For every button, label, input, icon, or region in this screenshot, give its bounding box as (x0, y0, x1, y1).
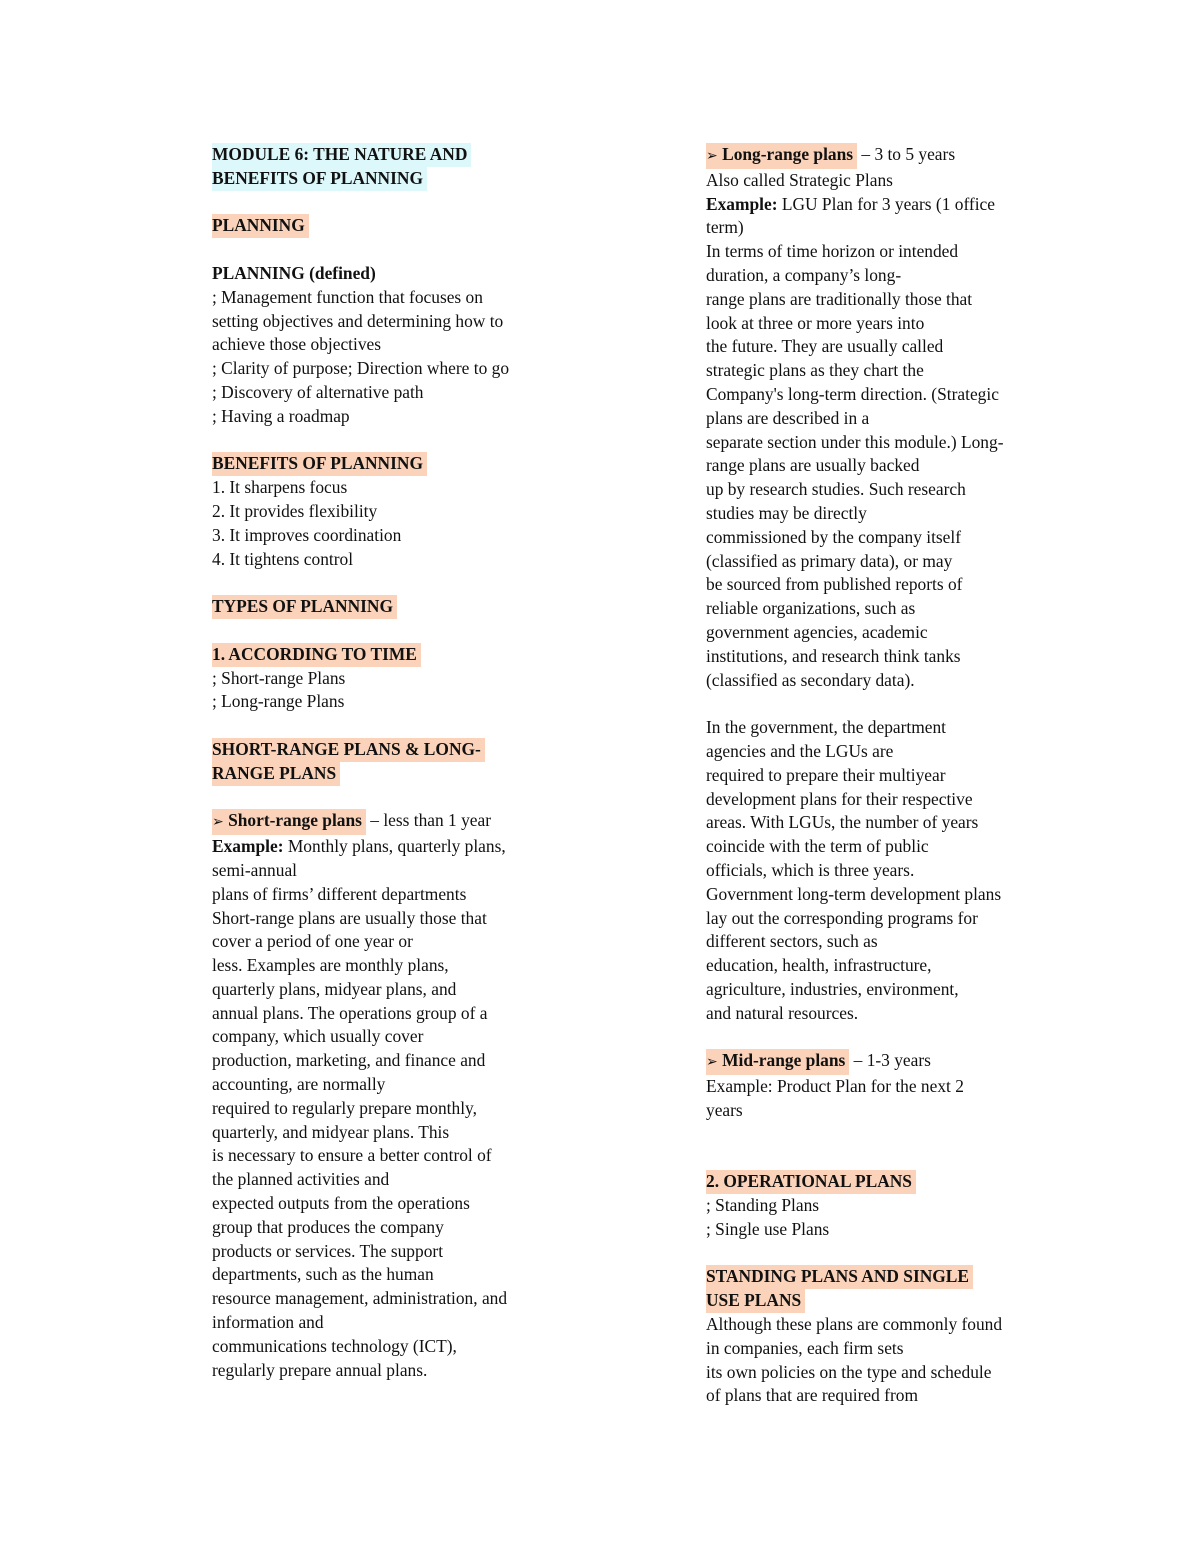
body-line: required to prepare their multiyear (706, 764, 946, 785)
body-line: institutions, and research think tanks (706, 645, 961, 666)
body-line: annual plans. The operations group of a (212, 1002, 488, 1023)
standing-heading-line-1: STANDING PLANS AND SINGLE (706, 1265, 973, 1289)
body-line: cover a period of one year or (212, 931, 413, 952)
operational-list (706, 1194, 1078, 1242)
planning-defined-line: setting objectives and determining how to (212, 310, 504, 331)
mid-range-label: Mid-range plans (722, 1050, 846, 1071)
body-line: commissioned by the company itself (706, 526, 962, 547)
planning-defined-line: achieve those objectives (212, 334, 382, 355)
body-line: development plans for their respective (706, 788, 973, 809)
example-label: Example: (212, 836, 284, 857)
operational-heading: 2. OPERATIONAL PLANS (706, 1170, 916, 1194)
body-line: lay out the corresponding programs for (706, 907, 978, 928)
body-line: years (706, 1099, 743, 1120)
short-range-duration: – less than 1 year (365, 810, 492, 831)
body-line: communications technology (ICT), (212, 1335, 457, 1356)
body-line: Short-range plans are usually those that (212, 907, 487, 928)
body-line: look at three or more years into (706, 312, 925, 333)
arrow-bullet-icon: ➢ (706, 1054, 718, 1071)
planning-defined-line: ; Management function that focuses on (212, 286, 483, 307)
benefit-item: 4. It tightens control (212, 548, 354, 569)
body-line: Government long-term development plans (706, 883, 1002, 904)
according-time-item: ; Long-range Plans (212, 691, 345, 712)
operational-item: ; Single use Plans (706, 1218, 830, 1239)
body-line: officials, which is three years. (706, 859, 915, 880)
according-time-list (212, 667, 584, 715)
long-range-title (706, 143, 1078, 169)
body-line: resource management, administration, and (212, 1288, 508, 1309)
standing-heading-line-2: USE PLANS (706, 1289, 805, 1313)
body-line: (classified as secondary data). (706, 669, 915, 690)
body-line: required to regularly prepare monthly, (212, 1097, 477, 1118)
standing-heading (706, 1265, 1078, 1313)
body-line: regularly prepare annual plans. (212, 1359, 428, 1380)
planning-defined-line: ; Discovery of alternative path (212, 381, 424, 402)
short-long-heading-line-2: RANGE PLANS (212, 762, 340, 786)
short-range-label: Short-range plans (228, 810, 362, 831)
planning-defined-line: ; Clarity of purpose; Direction where to go (212, 358, 510, 379)
government-paragraph (706, 716, 1078, 1025)
long-range-also: Also called Strategic Plans (706, 169, 893, 190)
body-line: is necessary to ensure a better control of (212, 1145, 492, 1166)
planning-heading: PLANNING (212, 214, 309, 238)
planning-defined-list (212, 286, 584, 429)
body-line: studies may be directly (706, 502, 867, 523)
module-title-line-2: BENEFITS OF PLANNING (212, 167, 427, 191)
mid-range-title (706, 1049, 1078, 1075)
planning-defined-heading: PLANNING (defined) (212, 262, 376, 283)
short-long-heading (212, 738, 584, 786)
benefits-list (212, 476, 584, 571)
body-line: different sectors, such as (706, 931, 878, 952)
body-line: Company's long-term direction. (Strategic (706, 383, 999, 404)
module-title-line-1: MODULE 6: THE NATURE AND (212, 143, 471, 167)
body-line: departments, such as the human (212, 1264, 434, 1285)
types-heading: TYPES OF PLANNING (212, 595, 397, 619)
body-line: less. Examples are monthly plans, (212, 955, 449, 976)
body-line: separate section under this module.) Long- (706, 431, 1004, 452)
body-line: production, marketing, and finance and (212, 1050, 486, 1071)
short-range-title (212, 809, 584, 835)
body-line: (classified as primary data), or may (706, 550, 953, 571)
body-line: areas. With LGUs, the number of years (706, 812, 979, 833)
arrow-bullet-icon: ➢ (706, 148, 718, 164)
body-line: its own policies on the type and schedule (706, 1361, 992, 1382)
body-line: semi-annual (212, 859, 297, 880)
body-line: group that produces the company (212, 1216, 444, 1237)
standing-body (706, 1313, 1078, 1408)
module-title (212, 143, 584, 191)
long-range-duration: – 3 to 5 years (857, 144, 956, 164)
long-range-label: Long-range plans (722, 144, 854, 164)
left-column (212, 143, 584, 1382)
according-time-item: ; Short-range Plans (212, 667, 346, 688)
body-line: duration, a company’s long- (706, 264, 902, 285)
short-long-heading-line-1: SHORT-RANGE PLANS & LONG- (212, 738, 485, 762)
body-line: quarterly plans, midyear plans, and (212, 978, 457, 999)
long-range-example (706, 193, 1078, 217)
short-range-body (212, 859, 584, 1383)
right-column (706, 143, 1078, 1408)
long-range-body (706, 216, 1078, 692)
body-line: be sourced from published reports of (706, 574, 963, 595)
body-line: plans of firms’ different departments (212, 883, 467, 904)
short-range-example (212, 835, 584, 859)
body-line: coincide with the term of public (706, 836, 929, 857)
body-line: agencies and the LGUs are (706, 740, 894, 761)
benefit-item: 2. It provides flexibility (212, 500, 378, 521)
example-text: LGU Plan for 3 years (1 office (777, 193, 995, 214)
example-label: Example: (706, 193, 778, 214)
body-line: up by research studies. Such research (706, 479, 966, 500)
example-text: Monthly plans, quarterly plans, (283, 836, 506, 857)
body-line: the planned activities and (212, 1169, 390, 1190)
mid-range-duration: – 1-3 years (849, 1050, 931, 1071)
body-line: In the government, the department (706, 717, 947, 738)
body-line: in companies, each firm sets (706, 1337, 904, 1358)
mid-range-body (706, 1075, 1078, 1123)
operational-item: ; Standing Plans (706, 1195, 820, 1216)
body-line: agriculture, industries, environment, (706, 978, 959, 999)
body-line: accounting, are normally (212, 1074, 386, 1095)
body-line: the future. They are usually called (706, 336, 944, 357)
body-line: company, which usually cover (212, 1026, 424, 1047)
according-time-heading: 1. ACCORDING TO TIME (212, 643, 421, 667)
body-line: quarterly, and midyear plans. This (212, 1121, 450, 1142)
planning-defined-line: ; Having a roadmap (212, 405, 350, 426)
body-line: reliable organizations, such as (706, 598, 916, 619)
body-line: government agencies, academic (706, 621, 928, 642)
body-line: Although these plans are commonly found (706, 1314, 1003, 1335)
body-line: of plans that are required from (706, 1385, 918, 1406)
body-line: In terms of time horizon or intended (706, 241, 959, 262)
body-line: information and (212, 1312, 324, 1333)
body-line: and natural resources. (706, 1002, 859, 1023)
benefits-heading: BENEFITS OF PLANNING (212, 452, 427, 476)
body-line: products or services. The support (212, 1240, 444, 1261)
body-line: expected outputs from the operations (212, 1193, 470, 1214)
body-line: education, health, infrastructure, (706, 955, 932, 976)
body-line: range plans are usually backed (706, 455, 920, 476)
arrow-bullet-icon: ➢ (212, 814, 224, 831)
body-line: term) (706, 217, 744, 238)
body-line: range plans are traditionally those that (706, 288, 973, 309)
body-line: strategic plans as they chart the (706, 360, 924, 381)
body-line: Example: Product Plan for the next 2 (706, 1076, 964, 1097)
benefit-item: 3. It improves coordination (212, 524, 402, 545)
benefit-item: 1. It sharpens focus (212, 477, 348, 498)
body-line: plans are described in a (706, 407, 870, 428)
